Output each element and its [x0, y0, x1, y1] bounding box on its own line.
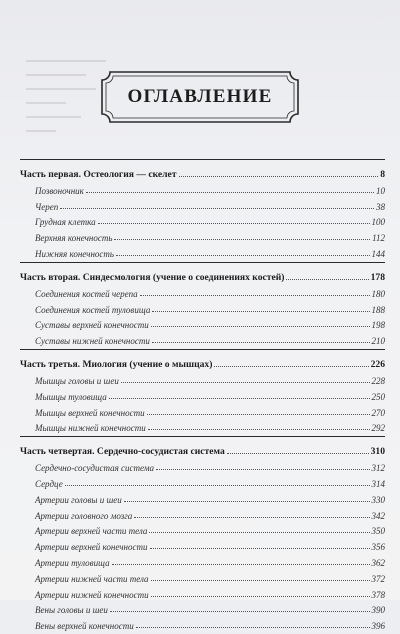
- toc-entry[interactable]: [20, 489, 385, 505]
- leader-dots: [114, 239, 370, 240]
- entry-title: Суставы нижней конечности: [35, 336, 150, 347]
- entry-title: Череп: [35, 201, 59, 212]
- leader-dots: [147, 414, 370, 415]
- toc-entry[interactable]: [20, 196, 385, 212]
- entry-title: Верхняя конечность: [35, 233, 113, 244]
- toc-entry[interactable]: [20, 299, 385, 315]
- toc-section: [20, 262, 385, 346]
- toc-entry[interactable]: [20, 457, 385, 473]
- leader-dots: [149, 532, 369, 533]
- entry-page-number: 144: [371, 248, 385, 259]
- entry-page-number: 312: [371, 463, 385, 474]
- toc-entry[interactable]: [20, 243, 385, 259]
- entry-page-number: 356: [371, 542, 385, 553]
- toc-entry[interactable]: [20, 180, 385, 196]
- leader-dots: [112, 564, 370, 565]
- entry-page-number: 330: [371, 494, 385, 505]
- entry-page-number: 198: [371, 320, 385, 331]
- entry-title: Вены верхней конечности: [35, 621, 134, 632]
- leader-dots: [151, 596, 370, 597]
- entry-title: Мышцы туловища: [35, 391, 107, 402]
- toc-entry[interactable]: [20, 615, 385, 631]
- entry-page-number: 180: [371, 288, 385, 299]
- entry-title: Артерии верхней части тела: [35, 526, 148, 537]
- entry-title: Соединения костей черепа: [35, 288, 138, 299]
- leader-dots: [116, 255, 369, 256]
- entry-page-number: 188: [371, 304, 385, 315]
- leader-dots: [134, 517, 369, 518]
- entry-title: Мышцы головы и шеи: [35, 375, 119, 386]
- leader-dots: [151, 326, 370, 327]
- leader-dots: [148, 429, 370, 430]
- entry-page-number: 38: [376, 201, 385, 212]
- entry-title: Артерии нижней части тела: [35, 573, 149, 584]
- entry-page-number: 350: [371, 526, 385, 537]
- entry-page-number: 250: [371, 391, 385, 402]
- leader-dots: [109, 398, 370, 399]
- toc-entry[interactable]: [20, 505, 385, 521]
- toc-section: [20, 436, 385, 631]
- part-title: Часть четвертая. Сердечно-сосудистая система: [20, 446, 225, 458]
- leader-dots: [60, 208, 374, 209]
- leader-dots: [227, 453, 369, 454]
- table-of-contents: [20, 159, 385, 634]
- entry-title: Мышцы верхней конечности: [35, 407, 145, 418]
- entry-page-number: 342: [371, 510, 385, 521]
- leader-dots: [86, 192, 374, 193]
- entry-title: Сердце: [35, 478, 63, 489]
- entry-title: Артерии головы и шеи: [35, 494, 122, 505]
- toc-entry[interactable]: [20, 418, 385, 434]
- entry-title: Грудная клетка: [35, 217, 96, 228]
- leader-dots: [179, 176, 379, 177]
- title-frame: [100, 70, 300, 124]
- entry-title: Мышцы нижней конечности: [35, 423, 146, 434]
- toc-part-heading[interactable]: [20, 349, 385, 370]
- toc-entry[interactable]: [20, 315, 385, 331]
- part-title: Часть третья. Миология (учение о мышцах): [20, 359, 213, 371]
- leader-dots: [136, 627, 370, 628]
- toc-entry[interactable]: [20, 212, 385, 228]
- entry-title: Вены головы и шеи: [35, 605, 108, 616]
- entry-page-number: 314: [371, 478, 385, 489]
- toc-entry[interactable]: [20, 370, 385, 386]
- entry-title: Артерии нижней конечности: [35, 589, 149, 600]
- entry-page-number: 378: [371, 589, 385, 600]
- entry-title: Артерии головного мозга: [35, 510, 133, 521]
- entry-page-number: 10: [376, 185, 385, 196]
- entry-page-number: 100: [371, 217, 385, 228]
- leader-dots: [152, 342, 370, 343]
- leader-dots: [150, 548, 370, 549]
- toc-entry[interactable]: [20, 536, 385, 552]
- part-page-number: 178: [370, 271, 385, 283]
- entry-title: Артерии верхней конечности: [35, 542, 148, 553]
- entry-page-number: 362: [371, 557, 385, 568]
- entry-page-number: 228: [371, 375, 385, 386]
- leader-dots: [214, 366, 368, 367]
- leader-dots: [65, 485, 370, 486]
- page-title: ОГЛАВЛЕНИЕ: [127, 86, 273, 107]
- toc-part-heading[interactable]: [20, 159, 385, 180]
- toc-section: [20, 349, 385, 433]
- part-page-number: 310: [370, 446, 385, 458]
- entry-page-number: 390: [371, 605, 385, 616]
- leader-dots: [121, 382, 370, 383]
- part-page-number: 226: [370, 359, 385, 371]
- toc-entry[interactable]: [20, 227, 385, 243]
- entry-title: Суставы верхней конечности: [35, 320, 149, 331]
- toc-entry[interactable]: [20, 600, 385, 616]
- entry-page-number: 372: [371, 573, 385, 584]
- part-title: Часть первая. Остеология — скелет: [20, 169, 177, 180]
- entry-title: Артерии туловища: [35, 557, 110, 568]
- leader-dots: [156, 469, 370, 470]
- entry-title: Нижняя конечность: [35, 248, 115, 259]
- entry-title: Соединения костей туловища: [35, 304, 151, 315]
- leader-dots: [98, 223, 370, 224]
- leader-dots: [124, 501, 370, 502]
- toc-entry[interactable]: [20, 552, 385, 568]
- leader-dots: [151, 580, 370, 581]
- toc-entry[interactable]: [20, 330, 385, 346]
- toc-part-heading[interactable]: [20, 436, 385, 457]
- toc-entry[interactable]: [20, 521, 385, 537]
- entry-title: Позвоночник: [35, 185, 84, 196]
- entry-page-number: 210: [371, 336, 385, 347]
- toc-entry[interactable]: [20, 473, 385, 489]
- toc-entry[interactable]: [20, 402, 385, 418]
- part-page-number: 8: [380, 169, 385, 180]
- entry-page-number: 270: [371, 407, 385, 418]
- toc-entry[interactable]: [20, 283, 385, 299]
- toc-entry[interactable]: [20, 584, 385, 600]
- toc-part-heading[interactable]: [20, 262, 385, 283]
- entry-title: Сердечно-сосудистая система: [35, 463, 154, 474]
- toc-entry[interactable]: [20, 568, 385, 584]
- entry-page-number: 292: [371, 423, 385, 434]
- leader-dots: [152, 311, 369, 312]
- toc-section: [20, 159, 385, 259]
- leader-dots: [140, 295, 370, 296]
- entry-page-number: 396: [371, 621, 385, 632]
- entry-page-number: 112: [372, 233, 385, 244]
- leader-dots: [110, 611, 370, 612]
- part-title: Часть вторая. Синдесмология (учение о соединениях костей): [20, 271, 285, 283]
- toc-entry[interactable]: [20, 386, 385, 402]
- leader-dots: [286, 279, 368, 280]
